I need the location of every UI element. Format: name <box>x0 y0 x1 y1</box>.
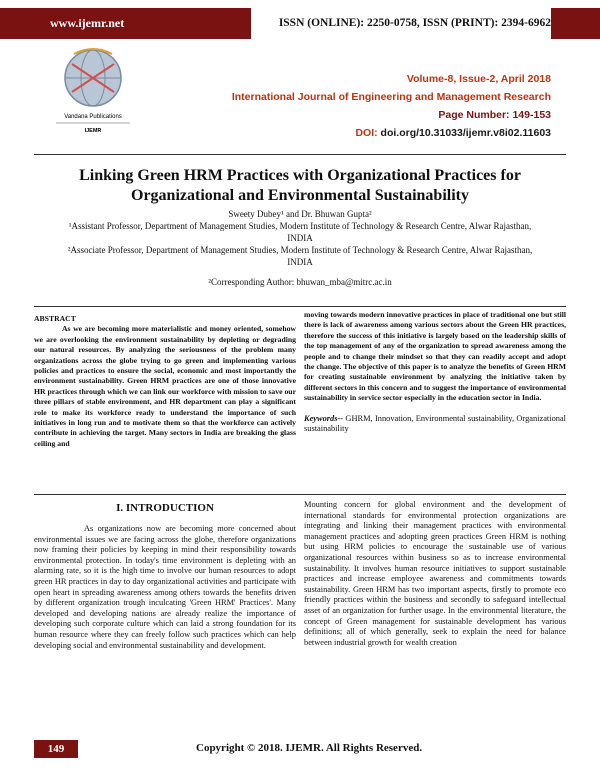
intro-right-col <box>304 500 566 648</box>
page-footer <box>0 728 600 776</box>
authors: Sweety Dubey¹ and Dr. Bhuwan Gupta² <box>228 209 372 219</box>
author-block <box>60 208 540 288</box>
logo-publisher: Vandana Publications <box>64 114 122 120</box>
title-line-1: Linking Green HRM Practices with Organizational Practices for <box>79 167 521 184</box>
logo-journal-abbr: IJEMR <box>84 128 102 134</box>
affiliation-2: ²Associate Professor, Department of Management Studies, Modern Institute of Technology & Research Centre, Alwar Rajasthan, INDIA <box>67 245 533 267</box>
abstract-text-right: moving towards modern innovative practices in place of traditional one but still there is lack of awareness among various sectors about the Green HR practices, therefore the success of this initiative is largely based on the leadership skills of the top management of any of the organization to spread awareness among the people and to change their mindset so that they can readily accept and adopt the change. The objective of this paper is to analyze the benefits of Green HRM for creating sustainable environment by analyzing the initiative taken by different sectors in this concern and to suggest the importance of environmental sustainability in service sector especially in the education sector in India. <box>304 310 566 403</box>
page-number: 149 <box>34 740 78 758</box>
doi-line <box>151 124 551 142</box>
abstract-text-left: As we are becoming more materialistic and money oriented, somehow we are overlooking the environment sustainability by depleting or degrading our natural resources. By analyzing the seriousness of the problem many organizations across the globe trying to go green and implementing various policies and practices to ensure the social, economic and most importantly the environment sustainability. Green HRM practices are one of those innovative HR practices through which we can link our workforce with mission to save our three pillars of stable environment, and HR department can play a significant role to make its workforce ready to understand the importance of such initiatives in long run and to motivate them so that the workforce can actively contribute in achieving the target. Many sectors in India are breaking the glass ceiling and <box>34 324 296 448</box>
doi-link[interactable]: doi.org/10.31033/ijemr.v8i02.11603 <box>380 127 551 139</box>
keywords-text: GHRM, Innovation, Environmental sustainability, Organizational sustainability <box>304 413 566 434</box>
website-link[interactable]: www.ijemr.net <box>50 16 125 30</box>
corresponding-author: ²Corresponding Author: bhuwan_mba@mitrc.ac.in <box>208 277 392 287</box>
divider-top <box>34 154 566 155</box>
page-range: Page Number: 149-153 <box>438 109 551 121</box>
keywords <box>304 414 566 435</box>
paper-title <box>40 166 560 206</box>
intro-text-left: As organizations now are becoming more concerned about environmental issues we are facing across the globe, therefore organizations now framing their policies by keeping in mind their responsibility towards environmental protection. In today's time environment is depleting with an alarming rate, so it is the high time to involve our human resources to adopt green HR practices in day to day organizational activities and participate with open heart in spreading awareness among others towards the benefits driven by different organization trough inculcating 'Green HRM' Practices'. Many developed and developing nations are already realize the importance of developing such corporate culture which can laid a strong foundation for its human resource where they can freely follow such practices which can help developing social and environmental sustainability and development. <box>34 524 296 650</box>
affiliation-1: ¹Assistant Professor, Department of Management Studies, Modern Institute of Technology & Research Centre, Alwar Rajasthan, INDIA <box>68 221 532 243</box>
title-line-2: Organizational and Environmental Sustainability <box>131 187 469 204</box>
doi-label: DOI: <box>355 127 378 139</box>
intro-text-right: Mounting concern for global environment and the development of international standards for environmental protection organizations are integrating and linking their management practices with environmental management practices and adopting green practices Green HRM is nothing but using HRM policies to encourage the sustainable use of various organizational resources within business so as to increase environmental sustainability. It involves human resource initiatives to support sustainable practices and increase employee awareness and commitments towards sustainability. Green HRM has two important aspects, firstly to promote eco friendly practices within the business and secondly to safeguard intellectual asset of an organization for further usage. In the environmental literature, the concept of Green management for sustainable development has various definitions; all of which generally, seek to explain the need for balance between industrial growth for wealth creation <box>304 500 566 647</box>
keywords-label: Keywords-- <box>304 413 344 423</box>
journal-name: International Journal of Engineering and Management Research <box>231 91 551 103</box>
intro-left-col <box>34 524 296 651</box>
issn-text: ISSN (ONLINE): 2250-0758, ISSN (PRINT): 2394-6962 <box>251 8 551 39</box>
divider-intro <box>34 494 566 495</box>
journal-logo <box>34 42 152 144</box>
volume-issue: Volume-8, Issue-2, April 2018 <box>406 73 551 85</box>
divider-abstract <box>34 306 566 307</box>
abstract-left-col <box>34 314 296 449</box>
copyright: Copyright © 2018. IJEMR. All Rights Reserved. <box>196 742 423 754</box>
abstract-right-col <box>304 310 566 435</box>
abstract-heading: ABSTRACT <box>34 314 76 323</box>
intro-heading: I. INTRODUCTION <box>116 502 214 514</box>
journal-meta <box>151 70 551 142</box>
